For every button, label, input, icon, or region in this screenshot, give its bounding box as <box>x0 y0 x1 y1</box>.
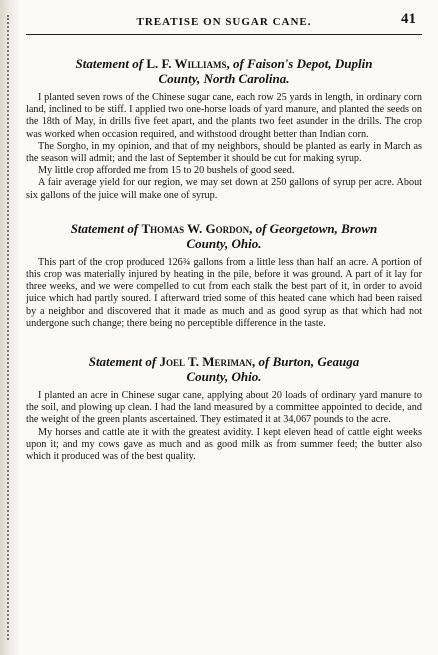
paragraph: I planted an acre in Chinese sugar cane, applying about 20 loads of ordinary yard manure to the soil, and plowing up clean. I had the land measured by a committee appointed to decide, and the weight of the green plants ascertained. They estimated it at 34,067 pounds to the acre. <box>26 390 422 426</box>
paragraph: A fair average yield for our region, we may set down at 250 gallons of syrup per acre. About six gallons of the juice will make one of syrup. <box>26 177 422 201</box>
binding-stitches <box>7 15 12 640</box>
paragraph: The Sorgho, in my opinion, and that of my neighbors, should be planted as early in March as the season will admit; and the last of September it should be cut for making syrup. <box>26 140 422 165</box>
statement-meriman <box>26 354 422 463</box>
heading-place: of Burton, Geauga <box>255 354 360 370</box>
paragraph: My horses and cattle ate it with the greatest avidity. I kept eleven head of cattle eight weeks upon it; and my cows gave as much and as good milk as from summer feed; the butter also which it produced was of the best quality. <box>26 426 422 463</box>
statement-gordon <box>26 221 422 330</box>
statement-heading <box>26 56 422 86</box>
paragraph: This part of the crop produced 126¾ gallons from a little less than half an acre. A portion of this crop was materially injured by heating in the pile, before it was ground. A part of it lay for three weeks, and we were compelled to cut from each stalk the best part of it, in order to avoid juice which had partly soured. I afterward tried some of this heated cane which had been raised by a neighbor and discovered that it made as much and as good syrup as that which had not undergone such change; there being no perceptible difference in the taste. <box>26 256 422 329</box>
heading-name: Thomas W. Gordon, <box>141 220 253 236</box>
heading-prefix: Statement of <box>88 354 160 370</box>
book-page <box>26 8 422 648</box>
page-number: 41 <box>401 11 416 27</box>
heading-prefix: Statement of <box>75 56 147 71</box>
heading-name: Joel T. Meriman, <box>159 354 256 370</box>
heading-prefix: Statement of <box>70 220 142 236</box>
heading-place-line2: County, Ohio. <box>186 235 262 251</box>
statement-williams <box>26 56 422 202</box>
running-title: TREATISE ON SUGAR CANE. <box>136 16 312 28</box>
heading-place: of Georgetown, Brown <box>252 220 378 236</box>
paragraph: My little crop afforded me from 15 to 20 bushels of good seed. <box>38 165 295 177</box>
heading-place-line2: County, North Carolina. <box>158 71 290 86</box>
running-header <box>26 8 422 35</box>
heading-place: of Faison's Depot, Duplin <box>229 56 373 71</box>
statement-heading <box>26 221 422 251</box>
heading-name: L. F. Williams, <box>146 56 230 71</box>
statement-heading <box>26 354 422 384</box>
paragraph: I planted seven rows of the Chinese sugar cane, each row 25 yards in length, in ordinary corn land, inclined to be stiff. I applied two one-horse loads of yard manure, and planted the seeds on the 18th of May, in drills five feet apart, and the plants two feet asunder in the drills. The crop was worked when occasion required, and withstood drought better than Indian corn. <box>26 92 422 140</box>
heading-place-line2: County, Ohio. <box>186 369 262 385</box>
